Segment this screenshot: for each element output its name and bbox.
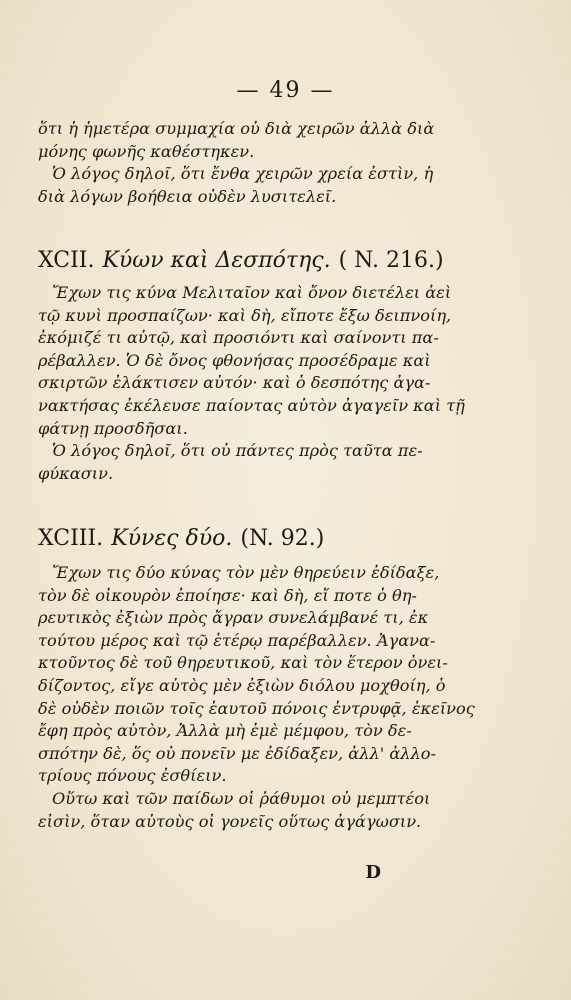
fable-heading-xciii <box>38 524 536 554</box>
text-line: νακτήσας ἐκέλευσε παίοντας αὐτὸν ἀγαγεῖν καὶ τῇ <box>38 395 465 415</box>
fable-numeral: XCII. <box>38 248 95 273</box>
text-line: φύκασιν. <box>38 463 114 483</box>
fable-reference: ( N. 216.) <box>338 248 444 273</box>
fable-numeral: XCIII. <box>38 526 104 551</box>
fable-reference: (N. 92.) <box>240 526 325 551</box>
text-line: Ὁ λόγος δηλοῖ, ὅτι οὐ πάντες πρὸς ταῦτα πε- <box>52 441 423 461</box>
text-line: Οὕτω καὶ τῶν παίδων οἱ ῥάθυμοι οὐ μεμπτέοι <box>52 788 431 808</box>
fable-heading-xcii <box>38 246 536 276</box>
text-line: ρέβαλλεν. Ὁ δὲ ὄνος φθονήσας προσέδραμε καὶ <box>38 350 431 370</box>
fable-title: Κύων καὶ Δεσπότης. <box>102 248 331 273</box>
text-line: μόνης φωνῆς καθέστηκεν. <box>38 141 255 161</box>
text-line: εἰσὶν, ὅταν αὐτοὺς οἱ γονεῖς οὕτως ἀγάγωσιν. <box>38 811 422 831</box>
text-line: Ἔχων τις κύνα Μελιταῖον καὶ ὄνον διετέλει ἀεὶ <box>52 283 452 302</box>
text-line: κτοῦντος δὲ τοῦ θηρευτικοῦ, καὶ τὸν ἕτερον ὀνει- <box>38 653 448 673</box>
page-number: — 49 — <box>236 78 335 103</box>
text-line: ἔφη πρὸς αὐτὸν, Ἀλλὰ μὴ ἐμὲ μέμφου, τὸν δε- <box>38 721 412 741</box>
fable-body-xciii <box>38 562 536 833</box>
text-line: σκιρτῶν ἐλάκτισεν αὐτόν· καὶ ὁ δεσπότης ἀγα- <box>38 373 431 393</box>
fable-body-xcii <box>38 282 536 485</box>
text-line: τῷ κυνὶ προσπαίζων· καὶ δὴ, εἴποτε ἔξω δειπνοίη, <box>38 305 452 325</box>
signature-mark: D <box>365 862 381 883</box>
text-line: Ὁ λόγος δηλοῖ, ὅτι ἔνθα χειρῶν χρεία ἐστὶν, ἡ <box>52 164 434 184</box>
text-line: τὸν δὲ οἰκουρὸν ἐποίησε· καὶ δὴ, εἴ ποτε ὁ θη- <box>38 585 417 605</box>
text-line: τούτου μέρος καὶ τῷ ἑτέρῳ παρέβαλλεν. Ἀγανα- <box>38 630 436 650</box>
text-line: τρίους πόνους ἐσθίειν. <box>38 766 227 786</box>
text-line: φάτνῃ προσδῆσαι. <box>38 418 188 438</box>
text-line: δὲ οὐδὲν ποιῶν τοῖς ἑαυτοῦ πόνοις ἐντρυφᾷ, ἐκεῖνος <box>38 698 475 718</box>
intro-paragraph <box>38 118 536 208</box>
text-line: ὅτι ἡ ἡμετέρα συμμαχία οὐ διὰ χειρῶν ἀλλὰ διὰ <box>38 119 435 138</box>
fable-title: Κύνες δύο. <box>111 526 233 551</box>
text-line: Ἔχων τις δύο κύνας τὸν μὲν θηρεύειν ἐδίδαξε, <box>52 563 440 582</box>
text-line: διὰ λόγων βοήθεια οὐδὲν λυσιτελεῖ. <box>38 186 337 206</box>
text-line: σπότην δὲ, ὅς οὐ πονεῖν με ἐδίδαξεν, ἀλλ' ἀλλο- <box>38 743 436 763</box>
text-line: ρευτικὸς ἐξιὼν πρὸς ἄγραν συνελάμβανέ τι, ἐκ <box>38 608 429 628</box>
text-line: ἐκόμιζέ τι αὐτῷ, καὶ προσιόντι καὶ σαίνοντι πα- <box>38 328 439 348</box>
text-line: δίζοντος, εἴγε αὐτὸς μὲν ἐξιὼν διόλου μοχθοίη, ὁ <box>38 675 446 695</box>
